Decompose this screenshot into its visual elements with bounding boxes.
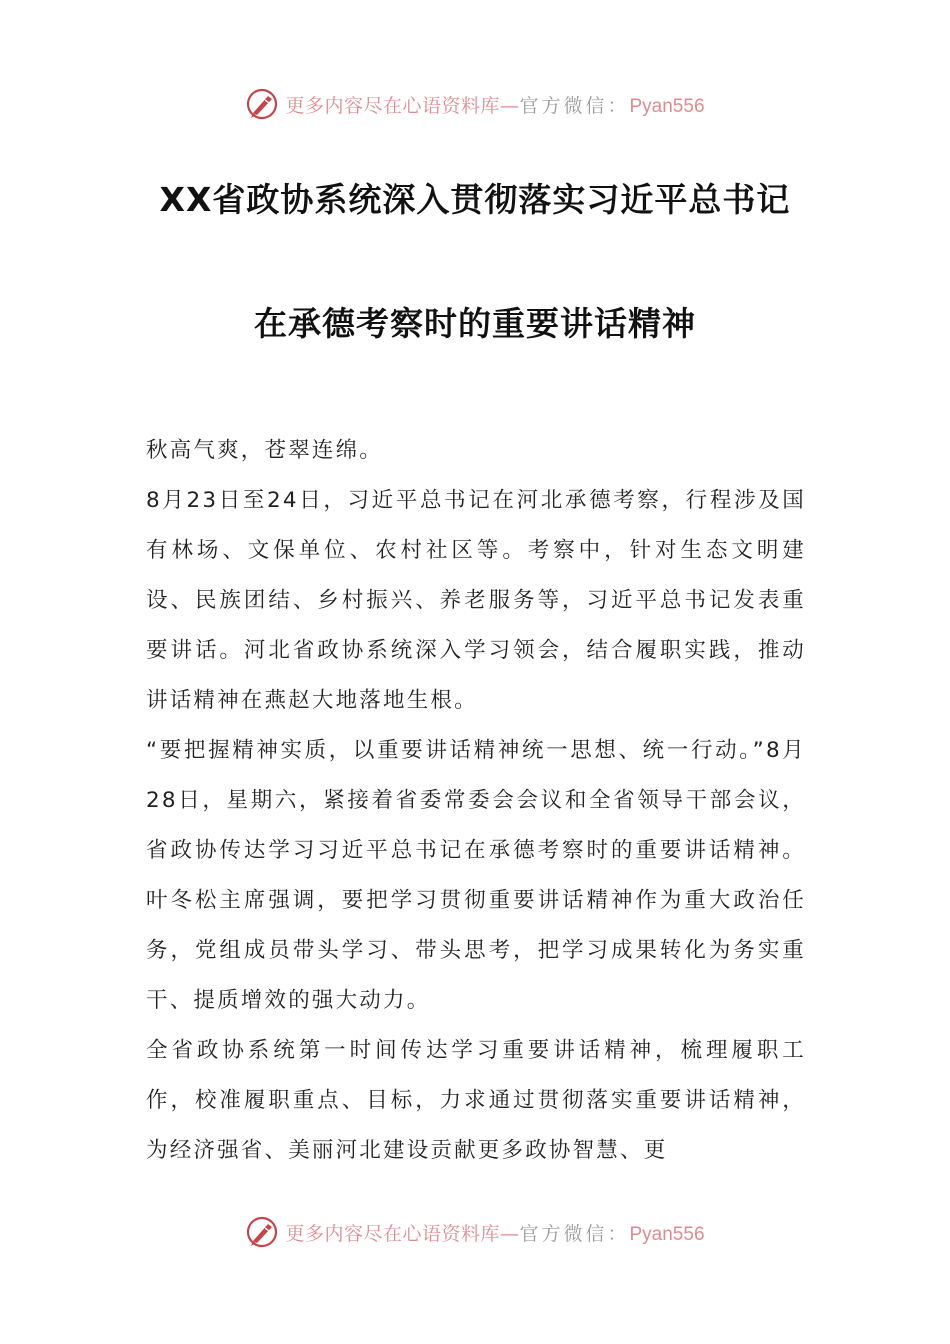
pen-logo-icon (245, 87, 279, 121)
watermark-sub: 官方微信： (519, 1222, 630, 1245)
header-watermark (0, 84, 950, 124)
watermark-main: 更多内容尽在心语资料库 (285, 1222, 500, 1245)
pen-logo-icon (245, 1215, 279, 1249)
footer-watermark (0, 1212, 950, 1252)
paragraph-3: “要把握精神实质，以重要讲话精神统一思想、统一行动。”8月28日，星期六，紧接着省委常委会会议和全省领导干部会议，省政协传达学习习近平总书记在承德考察时的重要讲话精神。叶冬松主席强调，要把学习贯彻重要讲话精神作为重大政治任务，党组成员带头学习、带头思考，把学习成果转化为务实重干、提质增效的强大动力。 (146, 738, 806, 1013)
watermark-dash: — (499, 94, 520, 117)
watermark-id: Pyan556 (629, 1223, 705, 1245)
paragraph-2: 8月23日至24日，习近平总书记在河北承德考察，行程涉及国有林场、文保单位、农村社区等。考察中，针对生态文明建设、民族团结、乡村振兴、养老服务等，习近平总书记发表重要讲话。河北省政协系统深入学习领会，结合履职实践，推动讲话精神在燕赵大地落地生根。 (146, 488, 806, 713)
paragraph-4: 全省政协系统第一时间传达学习重要讲话精神，梳理履职工作，校准履职重点、目标，力求通过贯彻落实重要讲话精神，为经济强省、美丽河北建设贡献更多政协智慧、更 (146, 1038, 806, 1163)
paragraph-1: 秋高气爽，苍翠连绵。 (146, 438, 384, 463)
watermark-id: Pyan556 (629, 95, 705, 117)
document-body (146, 426, 806, 1176)
watermark-main: 更多内容尽在心语资料库 (285, 94, 500, 117)
document-title-line2: 在承德考察时的重要讲话精神 (254, 304, 696, 343)
watermark-text (285, 91, 704, 118)
watermark-text (285, 1219, 704, 1246)
watermark-sub: 官方微信： (519, 94, 630, 117)
watermark-dash: — (499, 1222, 520, 1245)
document-title-line1: XX省政协系统深入贯彻落实习近平总书记 (159, 180, 791, 219)
